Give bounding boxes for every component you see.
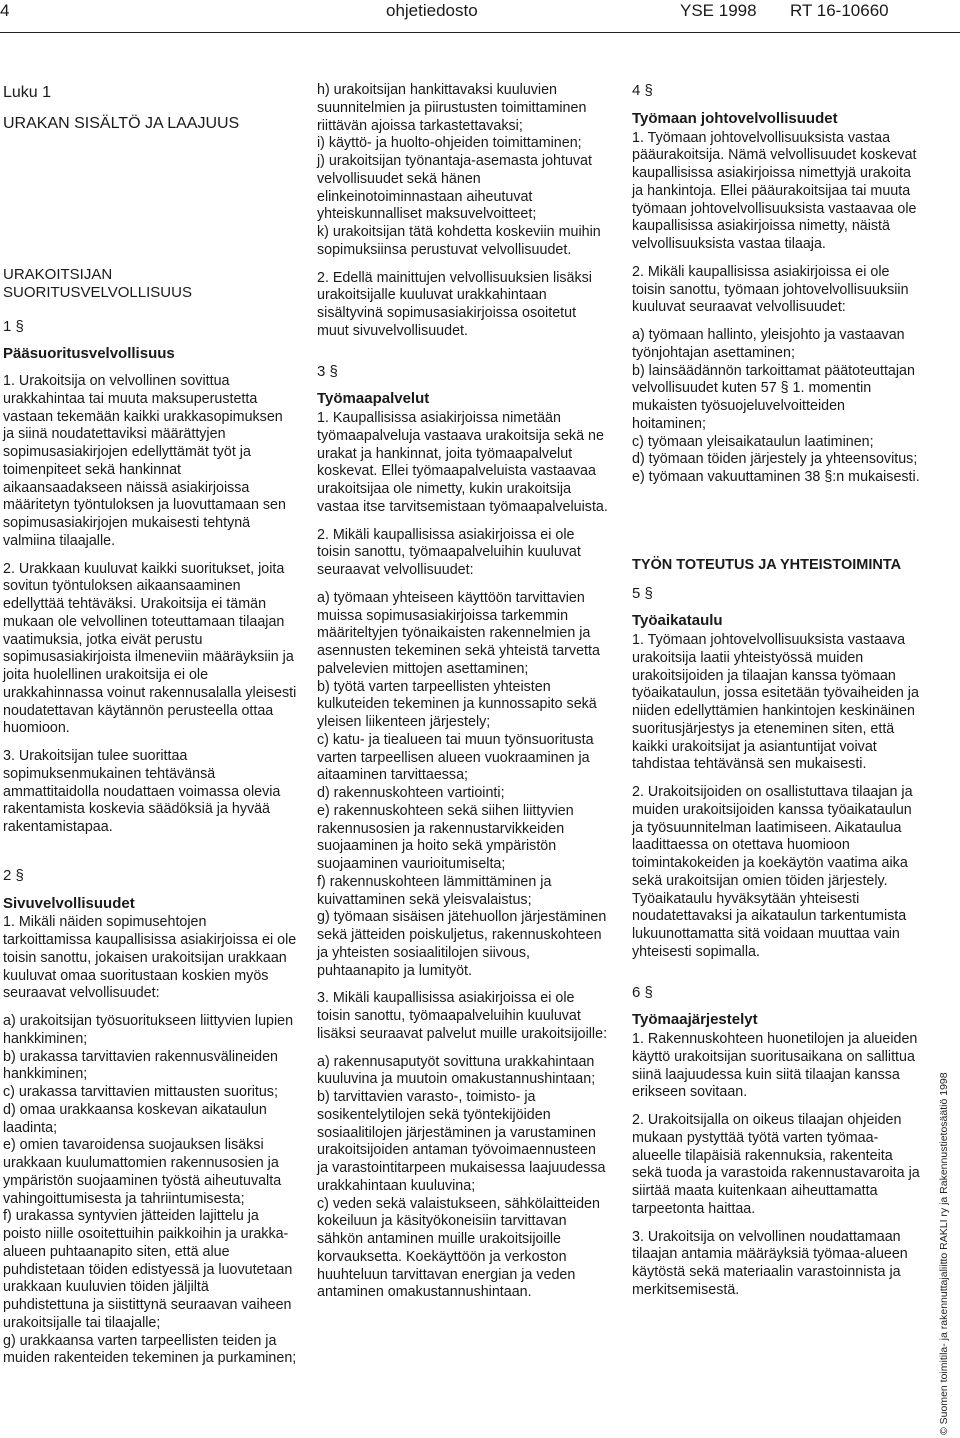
section-number: 1 §	[3, 317, 24, 335]
paragraph: 1. Rakennuskohteen huonetilojen ja alueiden käyttö urakoitsijan suoritusaikana on sallittua siinä laajuudessa kuin siitä tilaajan kanssa erikseen sovitaan.	[632, 1031, 918, 1101]
paragraph: 1. Työmaan johtovelvollisuuksista vastaa pääurakoitsija. Nämä velvollisuudet koskevat kaupallisissa asiakirjoissa nimettyjä urakoita ja hankintoja. Ellei pääurakoitsijaa tai muuta työmaan johtovelvollisuuksista vastaavaa ole kaupallisissa asiakirjoissa nimetty, näistä velvollisuuksista vastaa tilaaja.	[632, 129, 917, 252]
chapter-label: Luku 1	[3, 84, 52, 101]
document-type: ohjetiedosto	[386, 1, 478, 20]
list-item: a) työmaan hallinto, yleisjohto ja vastaavan työnjohtajan asettaminen;	[632, 327, 905, 361]
list-item: h) urakoitsijan hankittavaksi kuuluvien suunnitelmien ja piirustusten toimittaminen riittävän ajoissa tarkastettavaksi;	[317, 82, 587, 134]
section-number: 6 §	[632, 983, 653, 1001]
section-number: 5 §	[632, 584, 653, 602]
paragraph: 2. Mikäli kaupallisissa asiakirjoissa ei ole toisin sanottu, työmaan johtovelvollisuuksiin kuuluvat seuraavat velvollisuudet:	[632, 263, 909, 316]
list-item: c) urakassa tarvittavien mittausten suoritus;	[3, 1084, 278, 1100]
paragraph: 3. Urakoitsijan tulee suorittaa sopimuksenmukainen tehtävänsä ammattitaidolla noudattaen voimassa olevia rakentamista koskevia säädöksiä ja hyvää rakentamistapaa.	[3, 748, 281, 835]
paragraph: 1. Kaupallisissa asiakirjoissa nimetään työmaapalveluja vastaava urakoitsija sekä ne urakat ja hankinnat, joita työmaapalvelut koskevat. Ellei työmaapalveluista vastaavaa urakoitsijaa ole nimetty, kukin urakoitsija vastaa itse tarvitsemistaan työmaapalveluista.	[317, 410, 608, 515]
list-item: k) urakoitsijan tätä kohdetta koskeviin muihin sopimuksiinsa perustuvat velvollisuudet.	[317, 224, 601, 258]
section-title: Työmaajärjestelyt	[632, 1011, 758, 1029]
column-2	[317, 82, 609, 1302]
section-number: 2 §	[3, 866, 24, 884]
list-item: f) urakassa syntyvien jätteiden lajittelu ja poisto niille osoitettuihin paikkoihin ja urakka-alueen puhtaanapito siten, että alue puhdistetaan töiden edistyessä ja luovutetaan urakkaan kuuluvien töiden jäljiltä puhdistettuna ja siistittynä seuraavan vaiheen urakoitsijalle tai tilaajalle;	[3, 1208, 293, 1331]
section-title: Pääsuoritusvelvollisuus	[3, 345, 175, 363]
section-number: 3 §	[317, 362, 338, 380]
column-1	[3, 82, 297, 1368]
list-item: b) lainsäädännön tarkoittamat päätoteuttajan velvollisuudet kuten 57 § 1. momentin mukaisten työsuojeluvelvoitteiden hoitaminen;	[632, 362, 915, 432]
section-number: 4 §	[632, 82, 653, 99]
paragraph: 1. Työmaan johtovelvollisuuksista vastaava urakoitsija laatii yhteistyössä muiden urakoitsijoiden ja tilaajan kanssa työmaan työaikataulun, jossa esitetään työvaiheiden ja niiden edellyttämien hankintojen keskinäinen suoritusjärjestys ja eteneminen siten, että kaikki urakoitsijat ja asiantuntijat voivat tahdistaa tehtävänsä sen mukaisesti.	[632, 632, 919, 773]
section-heading: TYÖN TOTEUTUS JA YHTEISTOIMINTA	[632, 556, 902, 573]
page-number: 4	[0, 1, 10, 20]
paragraph: 2. Mikäli kaupallisissa asiakirjoissa ei ole toisin sanottu, työmaapalveluihin kuuluvat seuraavat velvollisuudet:	[317, 526, 581, 578]
paragraph: 2. Urakkaan kuuluvat kaikki suoritukset, joita sovitun työntuloksen aikaansaaminen edellyttää tehtäväksi. Urakoitsija ei tämän mukaan ole velvollinen toteuttamaan tilaajan vaatimuksia, jotka eivät perustu sopimusasiakirjoista ilmeneviin määräyksiin ja joita huolellinen urakoitsija ei ole urakkahinnassa voinut rakennusalalla yleisesti noudatettavan käytännön perusteella ottaa huomioon.	[3, 560, 297, 737]
paragraph: 1. Mikäli näiden sopimusehtojen tarkoittamissa kaupallisissa asiakirjoissa ei ole toisin sanottu, jokaisen urakoitsijan urakkaan kuuluvat omaa suoritustaan koskien myös seuraavat velvollisuudet:	[3, 914, 297, 1002]
list-item: j) urakoitsijan työnantaja-asemasta johtuvat velvollisuudet sekä hänen elinkeinotoiminnastaan aiheutuvat yhteiskunnalliset maksuvelvoitteet;	[317, 153, 592, 223]
page-header	[0, 0, 960, 33]
list-item: e) rakennuskohteen sekä siihen liittyvien rakennusosien ja rakennustarvikkeiden suojaaminen ja hoito sekä ympäristön suojaaminen vaurioitumiselta;	[317, 802, 574, 872]
list-item: b) työtä varten tarpeellisten yhteisten kulkuteiden tekeminen ja kunnossapito sekä yleisen liikenteen järjestely;	[317, 678, 597, 730]
list-item: a) urakoitsijan työsuoritukseen liittyvien lupien hankkiminen;	[3, 1013, 294, 1047]
paragraph: 2. Edellä mainittujen velvollisuuksien lisäksi urakoitsijalle kuuluvat urakkahintaan sisältyvinä sopimusasiakirjoissa osoitetut muut sivuvelvollisuudet.	[317, 269, 592, 339]
list-item: b) urakassa tarvittavien rakennusvälineiden hankkiminen;	[3, 1048, 278, 1083]
paragraph: 2. Urakoitsijalla on oikeus tilaajan ohjeiden mukaan pystyttää työtä varten työmaa-alueelle tilapäisiä rakennuksia, rakenteita sekä tuoda ja varastoida rakennustavaroita ja siirtää maata kuitenkaan aiheuttamatta tarpeetonta haittaa.	[632, 1112, 920, 1217]
paragraph: 3. Mikäli kaupallisissa asiakirjoissa ei ole toisin sanottu, työmaapalveluihin kuuluvat lisäksi seuraavat palvelut muille urakoitsijoille:	[317, 990, 608, 1042]
section-title: Työmaan johtovelvollisuudet	[632, 109, 838, 127]
column-3	[632, 82, 922, 1310]
document-code: YSE 1998	[680, 1, 757, 20]
list-item: g) työmaan sisäisen jätehuollon järjestäminen sekä jätteiden poiskuljetus, rakennuskohteen ja yhteisten sosiaalitilojen siivous, puhtaanapito ja lumityöt.	[317, 909, 607, 979]
list-item: d) työmaan töiden järjestely ja yhteensovitus;	[632, 451, 918, 468]
list-item: a) työmaan yhteiseen käyttöön tarvittavien muissa sopimusasiakirjoissa tarkemmin määriteltyjen työnaikaisten rakennelmien ja asennusten tekeminen sekä yhteistä tarvetta palvelevien mittojen asettaminen;	[317, 589, 600, 677]
list-item: e) työmaan vakuuttaminen 38 §:n mukaisesti.	[632, 469, 920, 485]
rt-number: RT 16-10660	[790, 1, 889, 20]
paragraph: 3. Urakoitsija on velvollinen noudattamaan tilaajan antamia määräyksiä työmaa-alueen käytöstä sekä materiaalin varastoinnista ja merkitsemisestä.	[632, 1228, 908, 1298]
section-heading: URAKOITSIJAN SUORITUSVELVOLLISUUS	[3, 266, 192, 301]
chapter-title: URAKAN SISÄLTÖ JA LAAJUUS	[3, 115, 240, 132]
list-item: c) katu- ja tiealueen tai muun työnsuoritusta varten tarpeellisen alueen vuokraaminen ja aitaaminen tarvittaessa;	[317, 731, 594, 784]
list-item: e) omien tavaroidensa suojauksen lisäksi urakkaan kuulumattomien rakennusosien ja ympäristön suojaaminen työstä aiheutuvalta vahingoittumisesta ja tahriintumisesta;	[3, 1137, 282, 1207]
paragraph: 2. Urakoitsijoiden on osallistuttava tilaajan ja muiden urakoitsijoiden kanssa työaikataulun ja työsuunnitelman laatimiseen. Aikataulua laadittaessa on otettava huomioon toimintakokeiden ja koekäytön vaatima aika sekä urakoitsijan omien töiden järjestely. Työaikataulu hyväksytään yhteisesti noudatettavaksi ja aikataulun tarkentumista lukuunottamatta sitä voidaan muuttaa vain yhteisesti sopimalla.	[632, 784, 913, 960]
copyright-sidebar: © Suomen toimitila- ja rakennuttajaliitto RAKLI ry ja Rakennustietosäätiö 1998	[938, 1072, 950, 1435]
list-item: g) urakkaansa varten tarpeellisten teiden ja muiden rakenteiden tekeminen ja purkaminen;	[3, 1332, 297, 1367]
list-item: c) työmaan yleisaikataulun laatiminen;	[632, 433, 874, 450]
list-item: f) rakennuskohteen lämmittäminen ja kuivattaminen sekä yleisvalaistus;	[317, 873, 552, 908]
section-title: Työaikataulu	[632, 612, 723, 630]
list-item: a) rakennusaputyöt sovittuna urakkahintaan kuuluvina ja muutoin omakustannushintaan;	[317, 1053, 596, 1088]
list-item: i) käyttö- ja huolto-ohjeiden toimittaminen;	[317, 135, 582, 152]
section-title: Työmaapalvelut	[317, 390, 430, 408]
list-item: d) rakennuskohteen vartiointi;	[317, 785, 505, 801]
paragraph: 1. Urakoitsija on velvollinen sovittua urakkahintaa tai muuta maksuperustetta vastaan tekemään kaikki urakkasopimuksen ja siinä noudatettaviksi määrättyjen sopimusasiakirjojen edellyttämät työt ja toimenpiteet sekä hankinnat aikaansaadakseen näissä asiakirjoissa määritetyn työntuloksen ja luovuttamaan sen sopimusasiakirjojen mukaisesti tehtynä valmiina tilaajalle.	[3, 373, 286, 549]
list-item: d) omaa urakkaansa koskevan aikataulun laadinta;	[3, 1101, 267, 1136]
section-title: Sivuvelvollisuudet	[3, 894, 135, 912]
list-item: b) tarvittavien varasto-, toimisto- ja sosikentelytilojen sekä työntekijöiden sosiaalitilojen järjestäminen ja varustaminen urakoitsijoiden antaman työvoimaennusteen ja varastointitarpeen mukaisessa laajuudessa urakkahintaan kuuluvina;	[317, 1089, 606, 1194]
list-item: c) veden sekä valaistukseen, sähkölaitteiden kokeiluun ja käsityökoneisiin tarvittavan sähkön antaminen muille urakoitsijoille korvauksetta. Koekäyttöön ja verkoston huuhteluun tarvittavan energian ja veden antaminen omakustannushintaan.	[317, 1195, 600, 1301]
